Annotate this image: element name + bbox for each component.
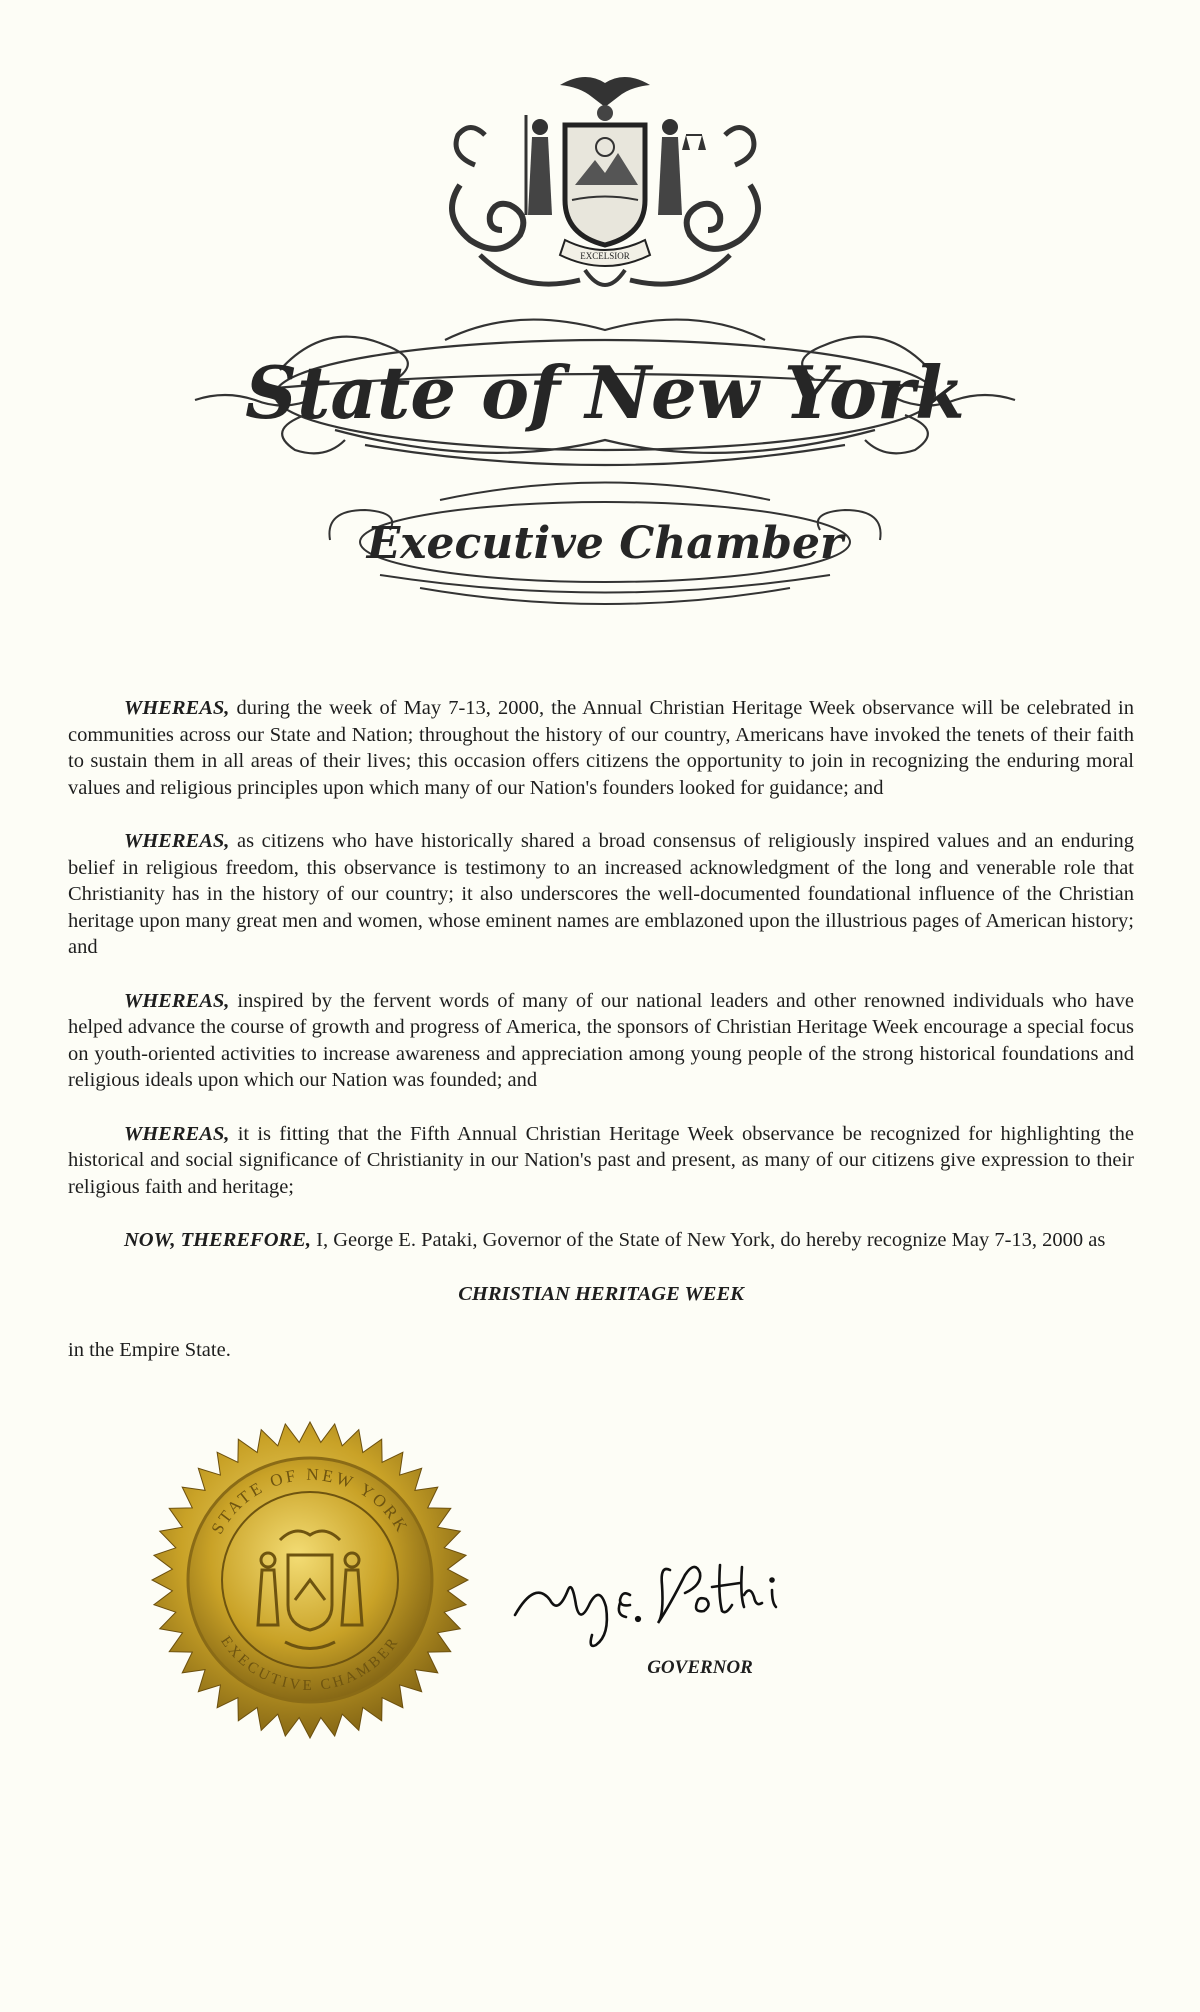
paragraph-lead: NOW, THEREFORE,: [124, 1229, 312, 1251]
paragraph-text: during the week of May 7-13, 2000, the Annual Christian Heritage Week observance will be celebrated in communities across our State and Nation; throughout the history of our country, Americans have invoked the tenets of their faith to sustain them in all areas of their lives; this occasion offers citizens the opportunity to join in recognizing the enduring moral values and religious principles upon which many of our Nation's founders looked for guidance; and: [68, 697, 1134, 799]
paragraph-text: inspired by the fervent words of many of our national leaders and other renowned individuals who have helped advance the course of growth and progress of America, the sponsors of Christian Heritage Week encourage a special focus on youth-oriented activities to increase awareness and appreciation among young people of the strong historical foundations and religious ideals upon which our Nation was founded; and: [68, 989, 1135, 1091]
motto-text: EXCELSIOR: [580, 251, 630, 261]
eagle-icon: [560, 77, 650, 121]
signer-title: GOVERNOR: [647, 1657, 753, 1678]
whereas-paragraph-2: [68, 828, 1134, 961]
coat-of-arms-emblem: [440, 65, 770, 305]
closing-line: in the Empire State.: [68, 1339, 231, 1361]
paragraph-text: as citizens who have historically shared a broad consensus of religiously inspired values and an enduring belief in religious freedom, this observance is testimony to an increased acknowledgment of the long and venerable role that Christianity has in the history of our country; it also underscores the well-documented foundational influence of the Christian heritage upon many great men and women, whose eminent names are emblazoned upon the illustrious pages of American history; and: [68, 830, 1135, 958]
whereas-paragraph-1: [68, 695, 1134, 801]
recognized-event-heading: CHRISTIAN HERITAGE WEEK: [458, 1282, 744, 1305]
seal-inscription-bottom: EXECUTIVE CHAMBER: [217, 1633, 403, 1695]
chamber-title: Executive Chamber: [366, 518, 844, 569]
whereas-paragraph-4: [68, 1121, 1134, 1201]
liberty-figure-icon: [526, 115, 552, 215]
seal-inscription-top: STATE OF NEW YORK: [207, 1464, 413, 1538]
paragraph-text: it is fitting that the Fifth Annual Christian Heritage Week observance be recognized for highlighting the historical and social significance of Christianity in our Nation's past and present, as many of our citizens give expression to their religious faith and heritage;: [68, 1122, 1134, 1198]
governor-signature: [510, 1545, 830, 1655]
chamber-banner: [320, 470, 890, 620]
paragraph-lead: WHEREAS,: [124, 1122, 230, 1145]
whereas-paragraph-3: [68, 988, 1134, 1094]
state-title: State of New York: [245, 350, 965, 435]
title-banner: [185, 300, 1025, 480]
paragraph-lead: WHEREAS,: [124, 697, 230, 719]
paragraph-lead: WHEREAS,: [124, 989, 230, 1012]
justice-figure-icon: [658, 119, 706, 215]
gold-seal-emblem: [150, 1420, 470, 1740]
therefore-paragraph: [68, 1227, 1134, 1254]
paragraph-text: I, George E. Pataki, Governor of the State of New York, do hereby recognize May 7-13, 2000 as: [316, 1229, 1106, 1251]
proclamation-body: [68, 695, 1134, 1364]
paragraph-lead: WHEREAS,: [124, 830, 230, 852]
